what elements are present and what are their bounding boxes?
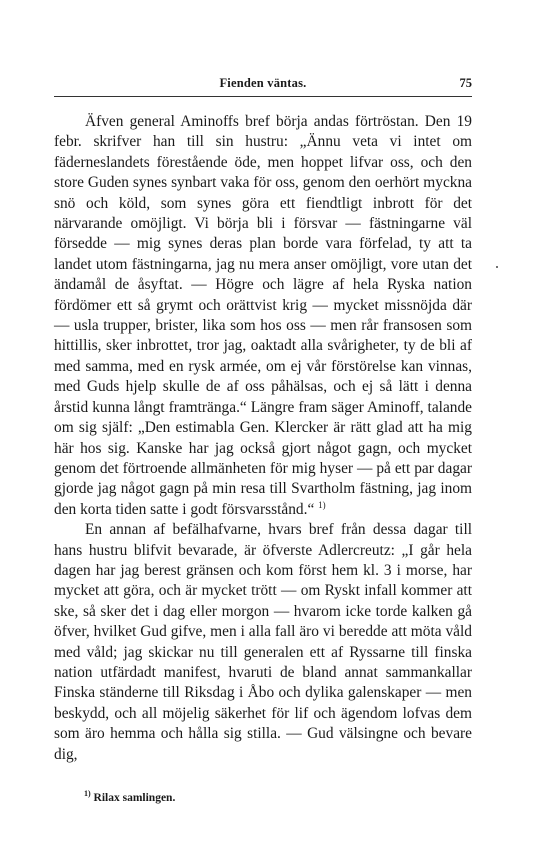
header-rule	[54, 96, 472, 97]
paragraph-aminoff	[54, 112, 472, 520]
running-head	[54, 76, 472, 96]
chapter-title: Fienden väntas.	[219, 76, 307, 90]
footnote-reference: 1)	[318, 499, 326, 510]
paragraph-adlercreutz: En annan af befälhafvarne, hvars bref från dessa dagar till hans hustru blifvit bevarade, är öfverste Adlercreutz: „I går hela dagen har jag berest gränsen och kom först hem kl. 3 i morse, har mycket att göra, och är mycket trött — om Ryskt infall kommer att ske, så sker det i dag eller morgon — hvarom icke torde kalken gå öfver, hvilket Gud gifve, men i alla fall äro vi beredde att möta våld med våld; jag skickar nu till generalen ett af Ryssarne till finska nation utfärdadt manifest, hvaruti de bland annat sammankallar Finska ständerne till Riksdag i Åbo och dylika galenskaper — men beskydd, och all möjelig säkerhet för lif och ägendom lofvas dem som äro hemma och hålla sig stilla. — Gud välsingne och bevare dig,	[54, 521, 472, 763]
page-number: 75	[459, 76, 472, 90]
margin-speck	[496, 266, 498, 268]
footnote	[84, 789, 176, 804]
paragraph-aminoff-text: Äfven general Aminoffs bref börja andas förtröstan. Den 19 febr. skrifver han till sin hustru: „Ännu veta vi intet om fäderneslandets förestående öde, men hoppet lifvar oss, och den store Guden synes synbart vaka för oss, genom den oerhört myckna snö och köld, som synes göra ett fiendtligt inbrott för det närvarande omöjligt. Vi börja bli i försvar — fästningarne väl försedde — mig synes deras plan borde vara förfelad, ty att ta landet utom fästningarna, jag nu mera anser omöjligt, vore utan det ändamål de åsyftat. — Högre och lägre af hela Ryska nation fördömer ett så grymt och orättvist krig — mycket missnöjda där — usla trupper, brister, lika som hos oss — men rår fransosen som hittillis, sker inbrottet, tror jag, oaktadt alla svårigheter, ty de bli af med samma, med en rysk armée, om ej vår förstörelse kan vinnas, med Guds hjelp skulle de af oss påhälsas, och ej så lätt i denna årstid kunna långt framtränga.“ Längre fram säger Aminoff, talande om sig själf: „Den estimabla Gen. Klercker är rätt glad att ha mig här hos sig. Kanske har jag också gjort något gagn, och mycket genom det förtroende allmänheten för mig hyser — på ett par dagar gjorde jag något gagn på min resa till Svartholm fästning, jag inom den korta tiden satte i godt försvarsstånd.“	[54, 113, 472, 518]
footnote-text: Rilax samlingen.	[93, 792, 176, 804]
body-text	[54, 112, 472, 765]
footnote-marker: 1)	[84, 789, 91, 799]
